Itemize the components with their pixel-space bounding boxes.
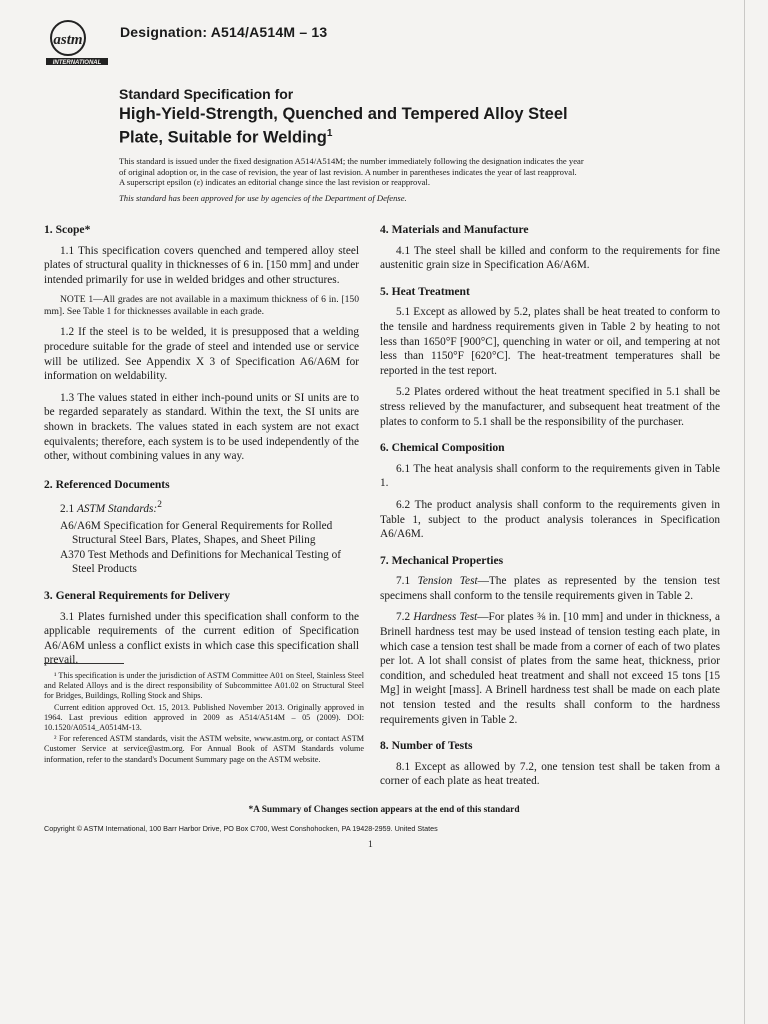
reference-list (60, 519, 359, 577)
section-heading: 7. Mechanical Properties (380, 553, 504, 567)
summary-of-changes-note: *A Summary of Changes section appears at the end of this standard (248, 805, 520, 815)
left-column (44, 223, 359, 675)
dod-approval-note: This standard has been approved for use by agencies of the Department of Defense. (119, 193, 407, 203)
document-title (119, 84, 639, 148)
paragraph: 1.3 The values stated in either inch-pound units or SI units are to be regarded separately as standard. Within the text, the SI units are shown in brackets. The values stated in each system are not exact equivalents; therefore, each system is to be used independently of the other, without combining values in any way. (44, 391, 359, 463)
paragraph: 1.2 If the steel is to be welded, it is presupposed that a welding procedure suitable for the grade of steel and intended use or service will be utilized. See Appendix X 3 of Specification A6/A6M for information on weldability. (44, 326, 359, 383)
designation: Designation: A514/A514M – 13 (120, 24, 328, 40)
reference-item: A6/A6M Specification for General Requirements for Rolled Structural Steel Bars, Plates, Shapes, and Sheet Piling (60, 519, 333, 547)
section-heading: 4. Materials and Manufacture (380, 223, 529, 236)
section-heading: 1. Scope* (44, 223, 91, 236)
section-heading: 6. Chemical Composition (380, 441, 505, 455)
title-line-3: Plate, Suitable for Welding$^1$ (119, 128, 333, 147)
paragraph: 2.1 ASTM Standards:$^2$ (60, 500, 162, 516)
paragraph: 6.2 The product analysis shall conform to the requirements given in Table 1, subject to the product analysis tolerances in Specification A6/A6M. (380, 498, 720, 541)
footnote: ² For referenced ASTM standards, visit the ASTM website, www.astm.org, or contact ASTM Customer Service at service@astm.org. For Annual Book of ASTM Standards volume information, refer to the standard's Document Summary page on the ASTM website. (44, 734, 364, 764)
astm-logo-icon (44, 18, 114, 66)
paragraph: 7.1 Tension Test—The plates as represented by the tension test specimens shall conform to the tensile requirements given in Table 2. (380, 575, 720, 602)
issuance-notice: This standard is issued under the fixed designation A514/A514M; the number immediately following the designation indicates the year of original adoption or, in the case of revision, the year of last revision. A number in parentheses indicates the year of last reapproval. A superscript epsilon (ε) indicates an editorial change since the last revision or reapproval. (119, 156, 584, 188)
paragraph: 8.1 Except as allowed by 7.2, one tension test shall be taken from a corner of each plate as heat treated. (380, 760, 720, 788)
section-heading: 8. Number of Tests (380, 739, 473, 753)
svg-text:INTERNATIONAL: INTERNATIONAL (52, 60, 102, 66)
page-number: 1 (368, 839, 373, 850)
title-line-2: High-Yield-Strength, Quenched and Tempered Alloy Steel (119, 105, 568, 123)
copyright-line: Copyright © ASTM International, 100 Barr Harbor Drive, PO Box C700, West Conshohocken, PA 19428-2959. United States (44, 824, 438, 833)
paragraph: 3.1 Plates furnished under this specification shall conform to the applicable requirements of the current edition of Specification A6/A6M unless a conflict exists in which case this specification shall prevail. (44, 610, 359, 667)
paragraph: 7.2 Hardness Test—For plates ⅜ in. [10 mm] and under in thickness, a Brinell hardness test may be used instead of tension testing each plate, in which case a tension test shall be made from a corner of each of two plates per lot. A lot shall consist of plates from the same heat, thickness, prior condition, and scheduled heat treatment and shall not exceed 15 tons [15 Mg] in weight [mass]. A Brinell hardness test shall be made on each plate not tension tested and the results shall conform to the hardness requirements given in Table 2. (380, 611, 720, 726)
note: NOTE 1—All grades are not available in a maximum thickness of 6 in. [150 mm]. See Table 1 for thicknesses available in each grade. (44, 294, 359, 318)
title-line-1: Standard Specification for (119, 86, 294, 102)
section-heading: 3. General Requirements for Delivery (44, 589, 230, 603)
paragraph: 6.1 The heat analysis shall conform to the requirements given in Table 1. (380, 462, 720, 490)
right-column (380, 223, 720, 796)
paragraph: 1.1 This specification covers quenched and tempered alloy steel plates of structural quality in thicknesses of 6 in. [150 mm] and under intended primarily for use in welded bridges and other structures. (44, 244, 359, 286)
paragraph: 5.2 Plates ordered without the heat treatment specified in 5.1 shall be stress relieved by the manufacturer, and subsequent heat treatment of the plates to conform to 5.1 shall be the responsibility of the purchaser. (380, 386, 720, 428)
footnote: ¹ This specification is under the jurisdiction of ASTM Committee A01 on Steel, Stainless Steel and Related Alloys and is the direct responsibility of Subcommittee A01.02 on Structural Steel for Bridges, Buildings, Rolling Stock and Ships. (44, 671, 364, 701)
footnote-divider (44, 663, 124, 664)
paragraph: 4.1 The steel shall be killed and conform to the requirements for fine austenitic grain size in Specification A6/A6M. (380, 244, 720, 272)
section-heading: 5. Heat Treatment (380, 284, 470, 298)
footnote: Current edition approved Oct. 15, 2013. Published November 2013. Originally approved in 1964. Last previous edition approved in 2009 as A514/A514M – 05 (2009). DOI: 10.1520/A0514_A0514M-13. (44, 702, 364, 733)
footnotes (44, 671, 364, 766)
reference-item: A370 Test Methods and Definitions for Mechanical Testing of Steel Products (60, 548, 341, 576)
page-edge-divider (744, 0, 745, 1024)
paragraph: 5.1 Except as allowed by 5.2, plates shall be heat treated to conform to the tensile and hardness requirements given in Table 2 by heating to not less than 1650°F [900°C], quenching in water or oil, and tempering at not less than 1150°F [620°C]. The heat-treatment temperatures shall be reported in the test report. (380, 306, 720, 377)
section-heading: 2. Referenced Documents (44, 477, 170, 491)
svg-text:astm: astm (53, 32, 83, 48)
